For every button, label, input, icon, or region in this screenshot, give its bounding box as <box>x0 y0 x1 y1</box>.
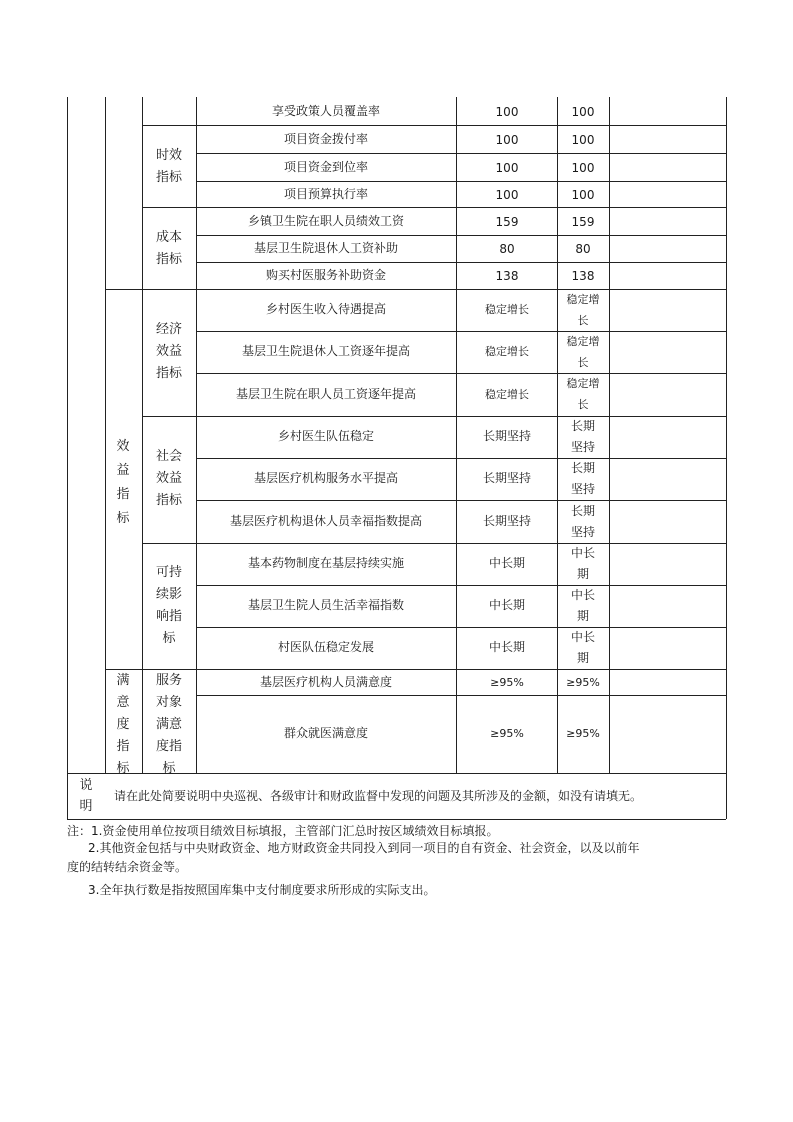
note-2-continued: 度的结转结余资金等。 <box>67 860 188 874</box>
actual-value: 长 <box>577 356 589 369</box>
category-sustainable: 可持 续影 响指 标 <box>155 565 183 646</box>
category-economic: 经济 效益 指标 <box>155 322 183 381</box>
indicator-name: 基层医疗机构人员满意度 <box>259 675 393 689</box>
grid-line <box>196 458 726 459</box>
remark-text: 请在此处简要说明中央巡视、各级审计和财政监督中发现的问题及其所涉及的金额，如没有请填无。 <box>114 789 643 803</box>
grid-line <box>196 181 726 182</box>
target-value: 长期坚持 <box>482 429 532 443</box>
actual-value: 坚持 <box>570 525 596 539</box>
indicator-name: 享受政策人员覆盖率 <box>271 104 381 118</box>
indicator-name: 乡村医生收入待遇提高 <box>265 302 387 316</box>
indicator-name: 基层医疗机构退休人员幸福指数提高 <box>229 514 423 528</box>
grid-line <box>196 373 726 374</box>
actual-value: 中长 <box>570 546 596 560</box>
target-value: ≥95% <box>490 676 524 689</box>
actual-value: 100 <box>571 161 595 175</box>
target-value: 100 <box>495 133 519 147</box>
grid-line <box>142 207 726 208</box>
actual-value: 长期 <box>570 504 596 518</box>
indicator-name: 项目资金拨付率 <box>283 132 369 146</box>
grid-line <box>105 289 726 290</box>
actual-value: 159 <box>571 215 595 229</box>
grid-line <box>557 97 558 773</box>
actual-value: 长期 <box>570 461 596 475</box>
actual-value: 中长 <box>570 588 596 602</box>
grid-line <box>196 585 726 586</box>
grid-line <box>142 416 726 417</box>
category-time: 时效 指标 <box>155 148 183 185</box>
grid-line <box>609 97 610 773</box>
actual-value: 坚持 <box>570 440 596 454</box>
grid-line <box>196 500 726 501</box>
target-value: 159 <box>495 215 519 229</box>
indicator-name: 基层卫生院退休人工资补助 <box>253 241 399 255</box>
indicator-name: 群众就医满意度 <box>283 726 369 740</box>
grid-line <box>196 627 726 628</box>
actual-value: 稳定增 <box>566 293 600 306</box>
actual-value: 稳定增 <box>566 335 600 348</box>
indicator-name: 项目预算执行率 <box>283 187 369 201</box>
actual-value: 80 <box>575 242 591 256</box>
actual-value: 稳定增 <box>566 377 600 390</box>
group-satisfaction: 满 意 度 指 标 <box>116 673 130 776</box>
indicator-name: 基层卫生院在职人员工资逐年提高 <box>235 387 417 401</box>
target-value: 稳定增长 <box>485 303 529 316</box>
note-2: 2.其他资金包括与中央财政资金、地方财政资金共同投入到同一项目的自有资金、社会资金，以及以前年 <box>88 841 640 855</box>
actual-value: 100 <box>571 105 595 119</box>
actual-value: ≥95% <box>566 727 600 740</box>
grid-line <box>105 97 106 773</box>
category-social: 社会 效益 指标 <box>155 449 183 508</box>
actual-value: 期 <box>576 651 590 665</box>
grid-line <box>196 153 726 154</box>
grid-line <box>105 669 726 670</box>
indicator-name: 项目资金到位率 <box>283 160 369 174</box>
target-value: 中长期 <box>488 556 526 570</box>
target-value: 稳定增长 <box>485 388 529 401</box>
target-value: 100 <box>495 161 519 175</box>
indicator-name: 乡村医生队伍稳定 <box>277 429 375 443</box>
indicator-name: 基本药物制度在基层持续实施 <box>247 556 405 570</box>
grid-line <box>67 97 68 819</box>
target-value: 中长期 <box>488 598 526 612</box>
actual-value: 中长 <box>570 630 596 644</box>
grid-line <box>142 125 726 126</box>
grid-line <box>196 97 197 773</box>
grid-line <box>142 543 726 544</box>
indicator-name: 村医队伍稳定发展 <box>277 640 375 654</box>
grid-line <box>456 97 457 773</box>
indicator-name: 基层卫生院人员生活幸福指数 <box>247 598 405 612</box>
note-3: 3.全年执行数是指按照国库集中支付制度要求所形成的实际支出。 <box>88 883 436 897</box>
actual-value: 期 <box>576 609 590 623</box>
target-value: 稳定增长 <box>485 345 529 358</box>
grid-line <box>196 235 726 236</box>
actual-value: 138 <box>571 269 595 283</box>
indicator-name: 乡镇卫生院在职人员绩效工资 <box>247 214 405 228</box>
target-value: ≥95% <box>490 727 524 740</box>
actual-value: ≥95% <box>566 676 600 689</box>
target-value: 80 <box>499 242 515 256</box>
target-value: 138 <box>495 269 519 283</box>
grid-line <box>196 262 726 263</box>
target-value: 长期坚持 <box>482 514 532 528</box>
category-service-satisfaction: 服务 对象 满意 度指 标 <box>155 673 183 776</box>
actual-value: 长 <box>577 314 589 327</box>
actual-value: 100 <box>571 133 595 147</box>
target-value: 中长期 <box>488 640 526 654</box>
grid-line <box>196 695 726 696</box>
grid-line <box>142 97 143 773</box>
target-value: 长期坚持 <box>482 471 532 485</box>
actual-value: 长 <box>577 398 589 411</box>
group-benefit: 效 益 指 标 <box>116 439 130 526</box>
remark-label: 说 明 <box>79 778 93 814</box>
actual-value: 坚持 <box>570 482 596 496</box>
grid-line <box>726 97 727 819</box>
target-value: 100 <box>495 105 519 119</box>
grid-line <box>196 331 726 332</box>
indicator-name: 购买村医服务补助资金 <box>265 268 387 282</box>
target-value: 100 <box>495 188 519 202</box>
actual-value: 100 <box>571 188 595 202</box>
actual-value: 期 <box>576 567 590 581</box>
indicator-name: 基层医疗机构服务水平提高 <box>253 471 399 485</box>
grid-line <box>67 819 726 820</box>
indicator-name: 基层卫生院退休人工资逐年提高 <box>241 344 411 358</box>
note-1: 注：1.资金使用单位按项目绩效目标填报，主管部门汇总时按区域绩效目标填报。 <box>67 824 499 838</box>
category-cost: 成本 指标 <box>155 230 183 267</box>
actual-value: 长期 <box>570 419 596 433</box>
